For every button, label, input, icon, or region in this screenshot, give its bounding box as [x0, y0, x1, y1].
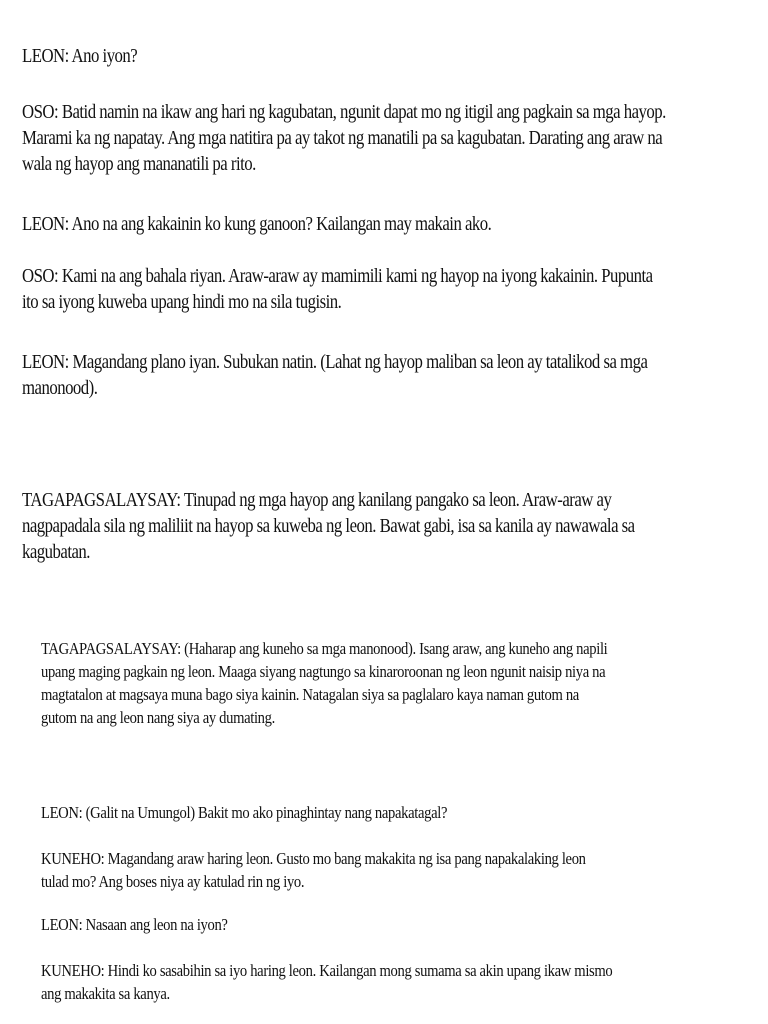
narration-1: TAGAPAGSALAYSAY: Tinupad ng mga hayop ang kanilang pangako sa leon. Araw-araw ay nagpapadala sila ng maliliit na hayop sa kuweba ng leon. Bawat gabi, isa sa kanila ay nawawala sa kagubatan.: [22, 490, 635, 563]
dialogue-kuneho-1: KUNEHO: Magandang araw haring leon. Gusto mo bang makakita ng isa pang napakalaking leon tulad mo? Ang boses niya ay katulad rin ng iyo.: [41, 849, 586, 891]
dialogue-kuneho-2: KUNEHO: Hindi ko sasabihin sa iyo haring leon. Kailangan mong sumama sa akin upang ikaw mismo ang makakita sa kanya.: [41, 961, 613, 1003]
dialogue-leon-5: LEON: Nasaan ang leon na iyon?: [41, 915, 228, 934]
dialogue-leon-1: LEON: Ano iyon?: [22, 46, 138, 67]
dialogue-leon-4: LEON: (Galit na Umungol) Bakit mo ako pinaghintay nang napakatagal?: [41, 803, 448, 822]
dialogue-oso-1: OSO: Batid namin na ikaw ang hari ng kagubatan, ngunit dapat mo ng itigil ang pagkain sa mga hayop. Marami ka ng napatay. Ang mga natitira pa ay takot ng manatili pa sa kagubatan. Darating ang araw na wala ng hayop ang mananatili pa rito.: [22, 102, 666, 175]
dialogue-oso-2: OSO: Kami na ang bahala riyan. Araw-araw ay mamimili kami ng hayop na iyong kakainin. Pupunta ito sa iyong kuweba upang hindi mo na sila tugisin.: [22, 266, 653, 313]
dialogue-leon-2: LEON: Ano na ang kakainin ko kung ganoon? Kailangan may makain ako.: [22, 214, 492, 235]
dialogue-leon-3: LEON: Magandang plano iyan. Subukan natin. (Lahat ng hayop maliban sa leon ay tatalikod sa mga manonood).: [22, 352, 648, 399]
narration-2: TAGAPAGSALAYSAY: (Haharap ang kuneho sa mga manonood). Isang araw, ang kuneho ang napili upang maging pagkain ng leon. Maaga siyang nagtungo sa kinaroroonan ng leon ngunit naisip niya na magtatalon at magsaya muna bago siya kainin. Natagalan siya sa paglalaro kaya naman gutom na gutom na ang leon nang siya ay dumating.: [41, 639, 608, 727]
